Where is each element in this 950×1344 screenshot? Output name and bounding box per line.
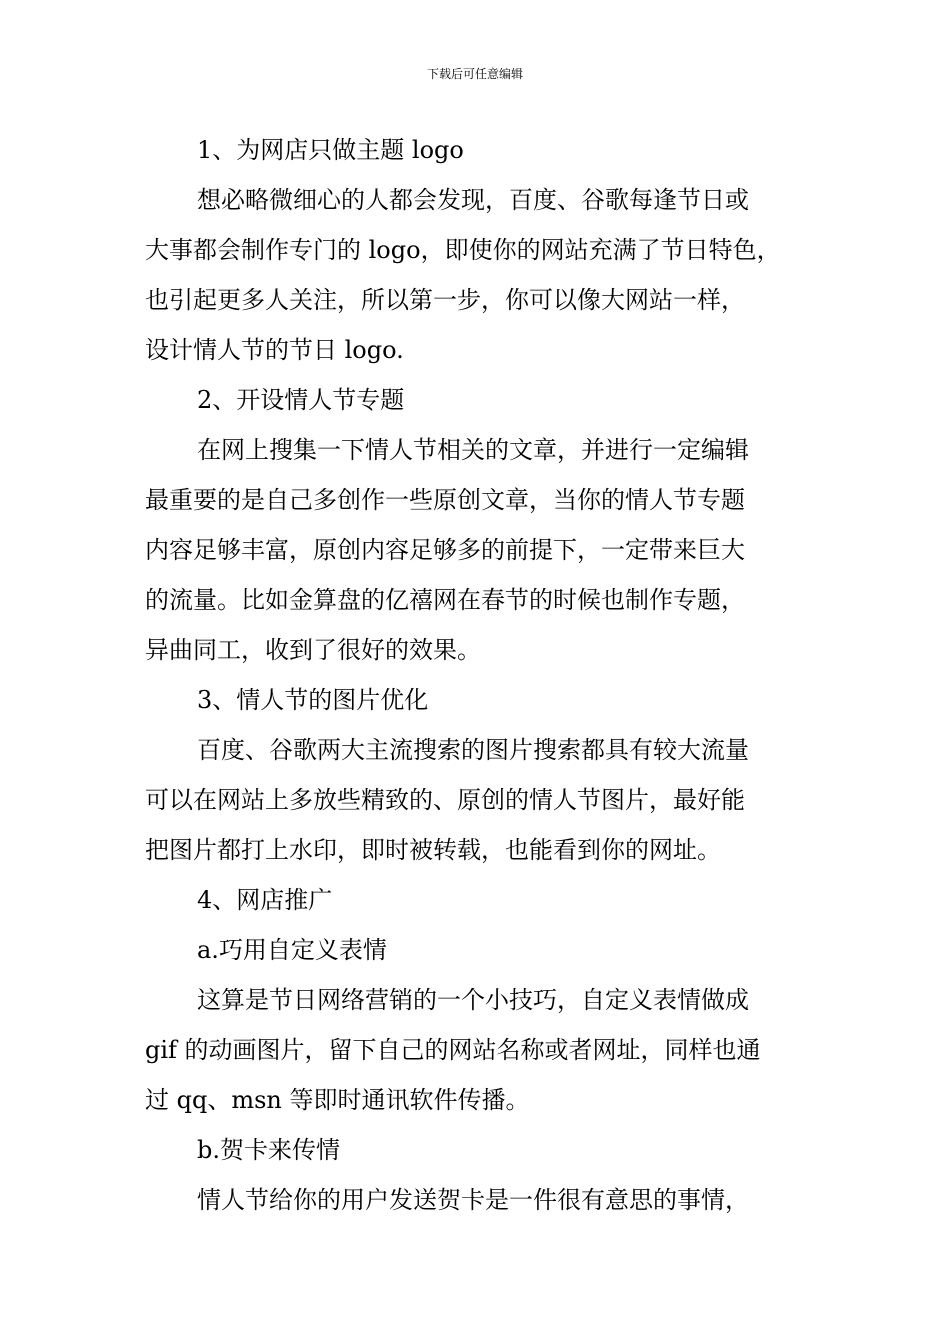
- paragraph-line: 内容足够丰富，原创内容足够多的前提下，一定带来巨大: [145, 536, 745, 564]
- page-header: 下载后可任意编辑: [426, 67, 523, 81]
- section-heading-4: 4、网店推广: [197, 886, 333, 914]
- section-heading-2: 2、开设情人节专题: [197, 386, 405, 414]
- paragraph-line: 百度、谷歌两大主流搜索的图片搜索都具有较大流量: [197, 736, 749, 764]
- paragraph-line: 大事都会制作专门的 logo，即使你的网站充满了节日特色，: [145, 236, 781, 264]
- paragraph-line: 设计情人节的节日 logo.: [145, 336, 404, 364]
- paragraph-line: 这算是节日网络营销的一个小技巧，自定义表情做成: [197, 986, 749, 1014]
- paragraph-line: 异曲同工，收到了很好的效果。: [145, 636, 481, 664]
- paragraph-line: 的流量。比如金算盘的亿禧网在春节的时候也制作专题，: [145, 586, 745, 614]
- paragraph-line: 最重要的是自己多创作一些原创文章，当你的情人节专题: [145, 486, 745, 514]
- subsection-heading-b: b.贺卡来传情: [197, 1136, 340, 1164]
- paragraph-line: 把图片都打上水印，即时被转载，也能看到你的网址。: [145, 836, 721, 864]
- section-heading-3: 3、情人节的图片优化: [197, 686, 429, 714]
- paragraph-line: gif 的动画图片，留下自己的网站名称或者网址，同样也通: [145, 1036, 761, 1064]
- paragraph-line: 可以在网站上多放些精致的、原创的情人节图片，最好能: [145, 786, 745, 814]
- paragraph-line: 也引起更多人关注，所以第一步，你可以像大网站一样，: [145, 286, 745, 314]
- section-heading-1: 1、为网店只做主题 logo: [197, 136, 464, 164]
- document-body: [145, 125, 825, 1225]
- paragraph-line: 在网上搜集一下情人节相关的文章，并进行一定编辑: [197, 436, 749, 464]
- paragraph-line: 想必略微细心的人都会发现，百度、谷歌每逢节日或: [197, 186, 749, 214]
- paragraph-line: 过 qq、msn 等即时通讯软件传播。: [145, 1086, 530, 1114]
- subsection-heading-a: a.巧用自定义表情: [197, 936, 387, 964]
- paragraph-line: 情人节给你的用户发送贺卡是一件很有意思的事情，: [197, 1186, 749, 1214]
